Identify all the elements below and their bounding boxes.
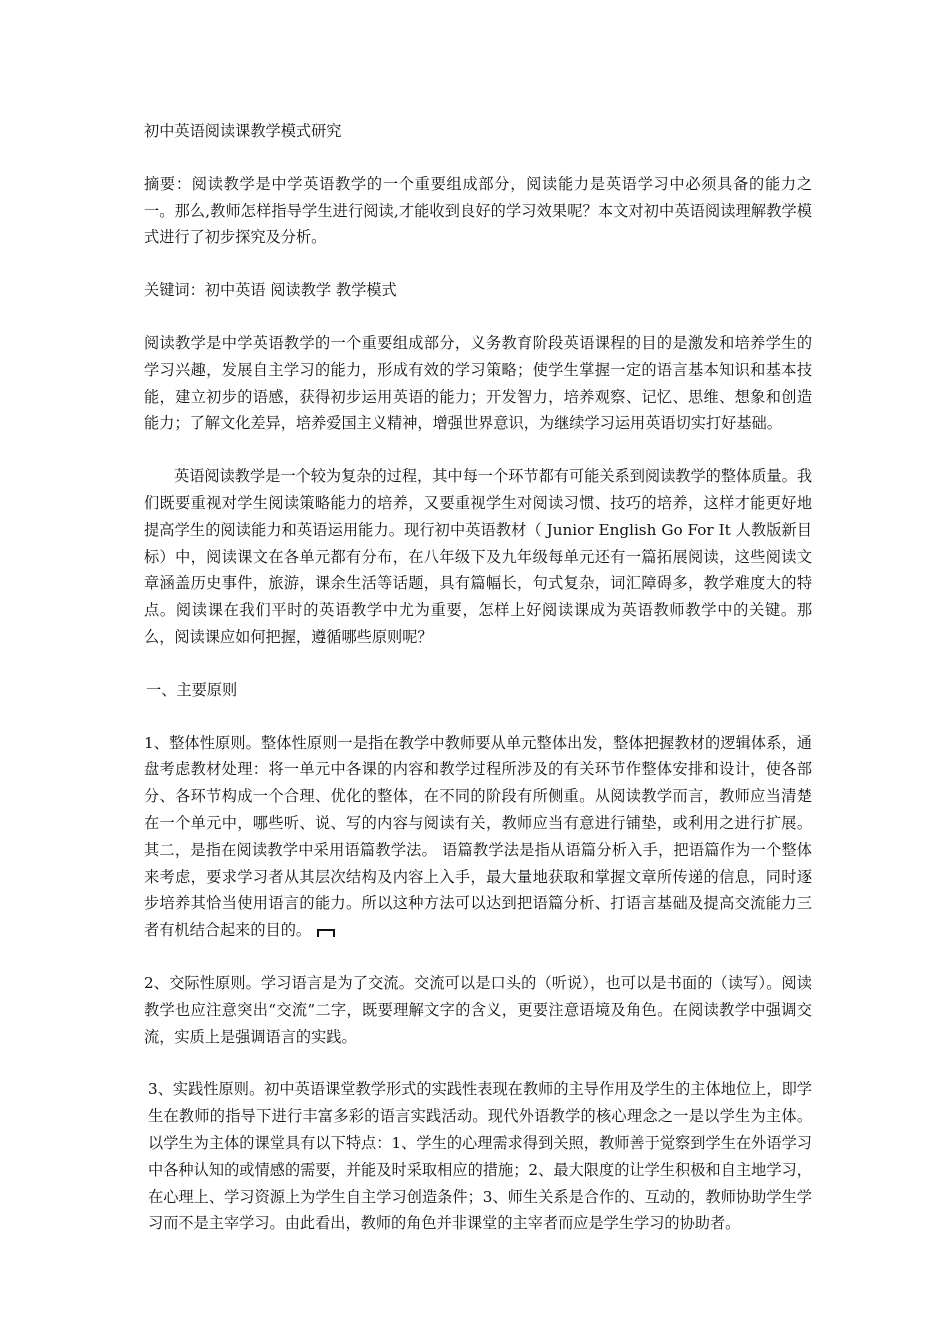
abstract-paragraph: 摘要：阅读教学是中学英语教学的一个重要组成部分，阅读能力是英语学习中必须具备的能力之一。那么,教师怎样指导学生进行阅读,才能收到良好的学习效果呢？本文对初中英语阅读理解教学模式进行了初步探究及分析。: [144, 174, 812, 247]
intro-paragraph: 阅读教学是中学英语教学的一个重要组成部分，义务教育阶段英语课程的目的是激发和培养学生的学习兴趣，发展自主学习的能力，形成有效的学习策略；使学生掌握一定的语言基本知识和基本技能，建立初步的语感，获得初步运用英语的能力；开发智力，培养观察、记忆、思维、想象和创造能力；了解文化差异，培养爱国主义精神，增强世界意识，为继续学习运用英语切实打好基础。: [144, 333, 812, 433]
principle-2-paragraph: 2、交际性原则。学习语言是为了交流。交流可以是口头的（听说），也可以是书面的（读写）。阅读教学也应注意突出“交流”二字，既要理解文字的含义，更要注意语境及角色。在阅读教学中强调交流，实质上是强调语言的实践。: [144, 973, 812, 1046]
document-page: [144, 118, 812, 1263]
document-title: 初中英语阅读课教学模式研究: [144, 122, 342, 140]
reading-process-paragraph: 英语阅读教学是一个较为复杂的过程，其中每一个环节都有可能关系到阅读教学的整体质量。我们既要重视对学生阅读策略能力的培养，又要重视学生对阅读习惯、技巧的培养，这样才能更好地提高学生的阅读能力和英语运用能力。现行初中英语教材（ Junior English Go For It 人教版新目标）中，阅读课文在各单元都有分布，在八年级下及九年级每单元还有一篇拓展阅读，这些阅读文章涵盖历史事件，旅游，课余生活等话题，具有篇幅长，句式复杂，词汇障碍多，教学难度大的特点。阅读课在我们平时的英语教学中尤为重要，怎样上好阅读课成为英语教师教学中的关键。那么，阅读课应如何把握，遵循哪些原则呢？: [144, 467, 812, 646]
section-heading: 一、主要原则: [146, 680, 238, 699]
edit-mark-icon: [317, 929, 335, 937]
keywords-paragraph: 关键词：初中英语 阅读教学 教学模式: [144, 281, 397, 300]
principle-1-paragraph: [144, 730, 812, 944]
principle-1-text: 1、整体性原则。整体性原则一是指在教学中教师要从单元整体出发，整体把握教材的逻辑体系，通盘考虑教材处理：将一单元中各课的内容和教学过程所涉及的有关环节作整体安排和设计，使各部分、各环节构成一个合理、优化的整体，在不同的阶段有所侧重。从阅读教学而言，教师应当清楚在一个单元中，哪些听、说、写的内容与阅读有关，教师应当有意进行铺垫，或利用之进行扩展。其二，是指在阅读教学中采用语篇教学法。 语篇教学法是指从语篇分析入手，把语篇作为一个整体来考虑，要求学习者从其层次结构及内容上入手，最大量地获取和掌握文章所传递的信息，同时逐步培养其恰当使用语言的能力。所以这种方法可以达到把语篇分析、打语言基础及提高交流能力三者有机结合起来的目的。: [144, 733, 812, 940]
principle-3-paragraph: 3、实践性原则。初中英语课堂教学形式的实践性表现在教师的主导作用及学生的主体地位上，即学生在教师的指导下进行丰富多彩的语言实践活动。现代外语教学的核心理念之一是以学生为主体。以学生为主体的课堂具有以下特点：1、学生的心理需求得到关照，教师善于觉察到学生在外语学习中各种认知的或情感的需要，并能及时采取相应的措施；2、最大限度的让学生积极和自主地学习，在心理上、学习资源上为学生自主学习创造条件；3、师生关系是合作的、互动的，教师协助学生学习而不是主宰学习。由此看出，教师的角色并非课堂的主宰者而应是学生学习的协助者。: [148, 1080, 812, 1233]
